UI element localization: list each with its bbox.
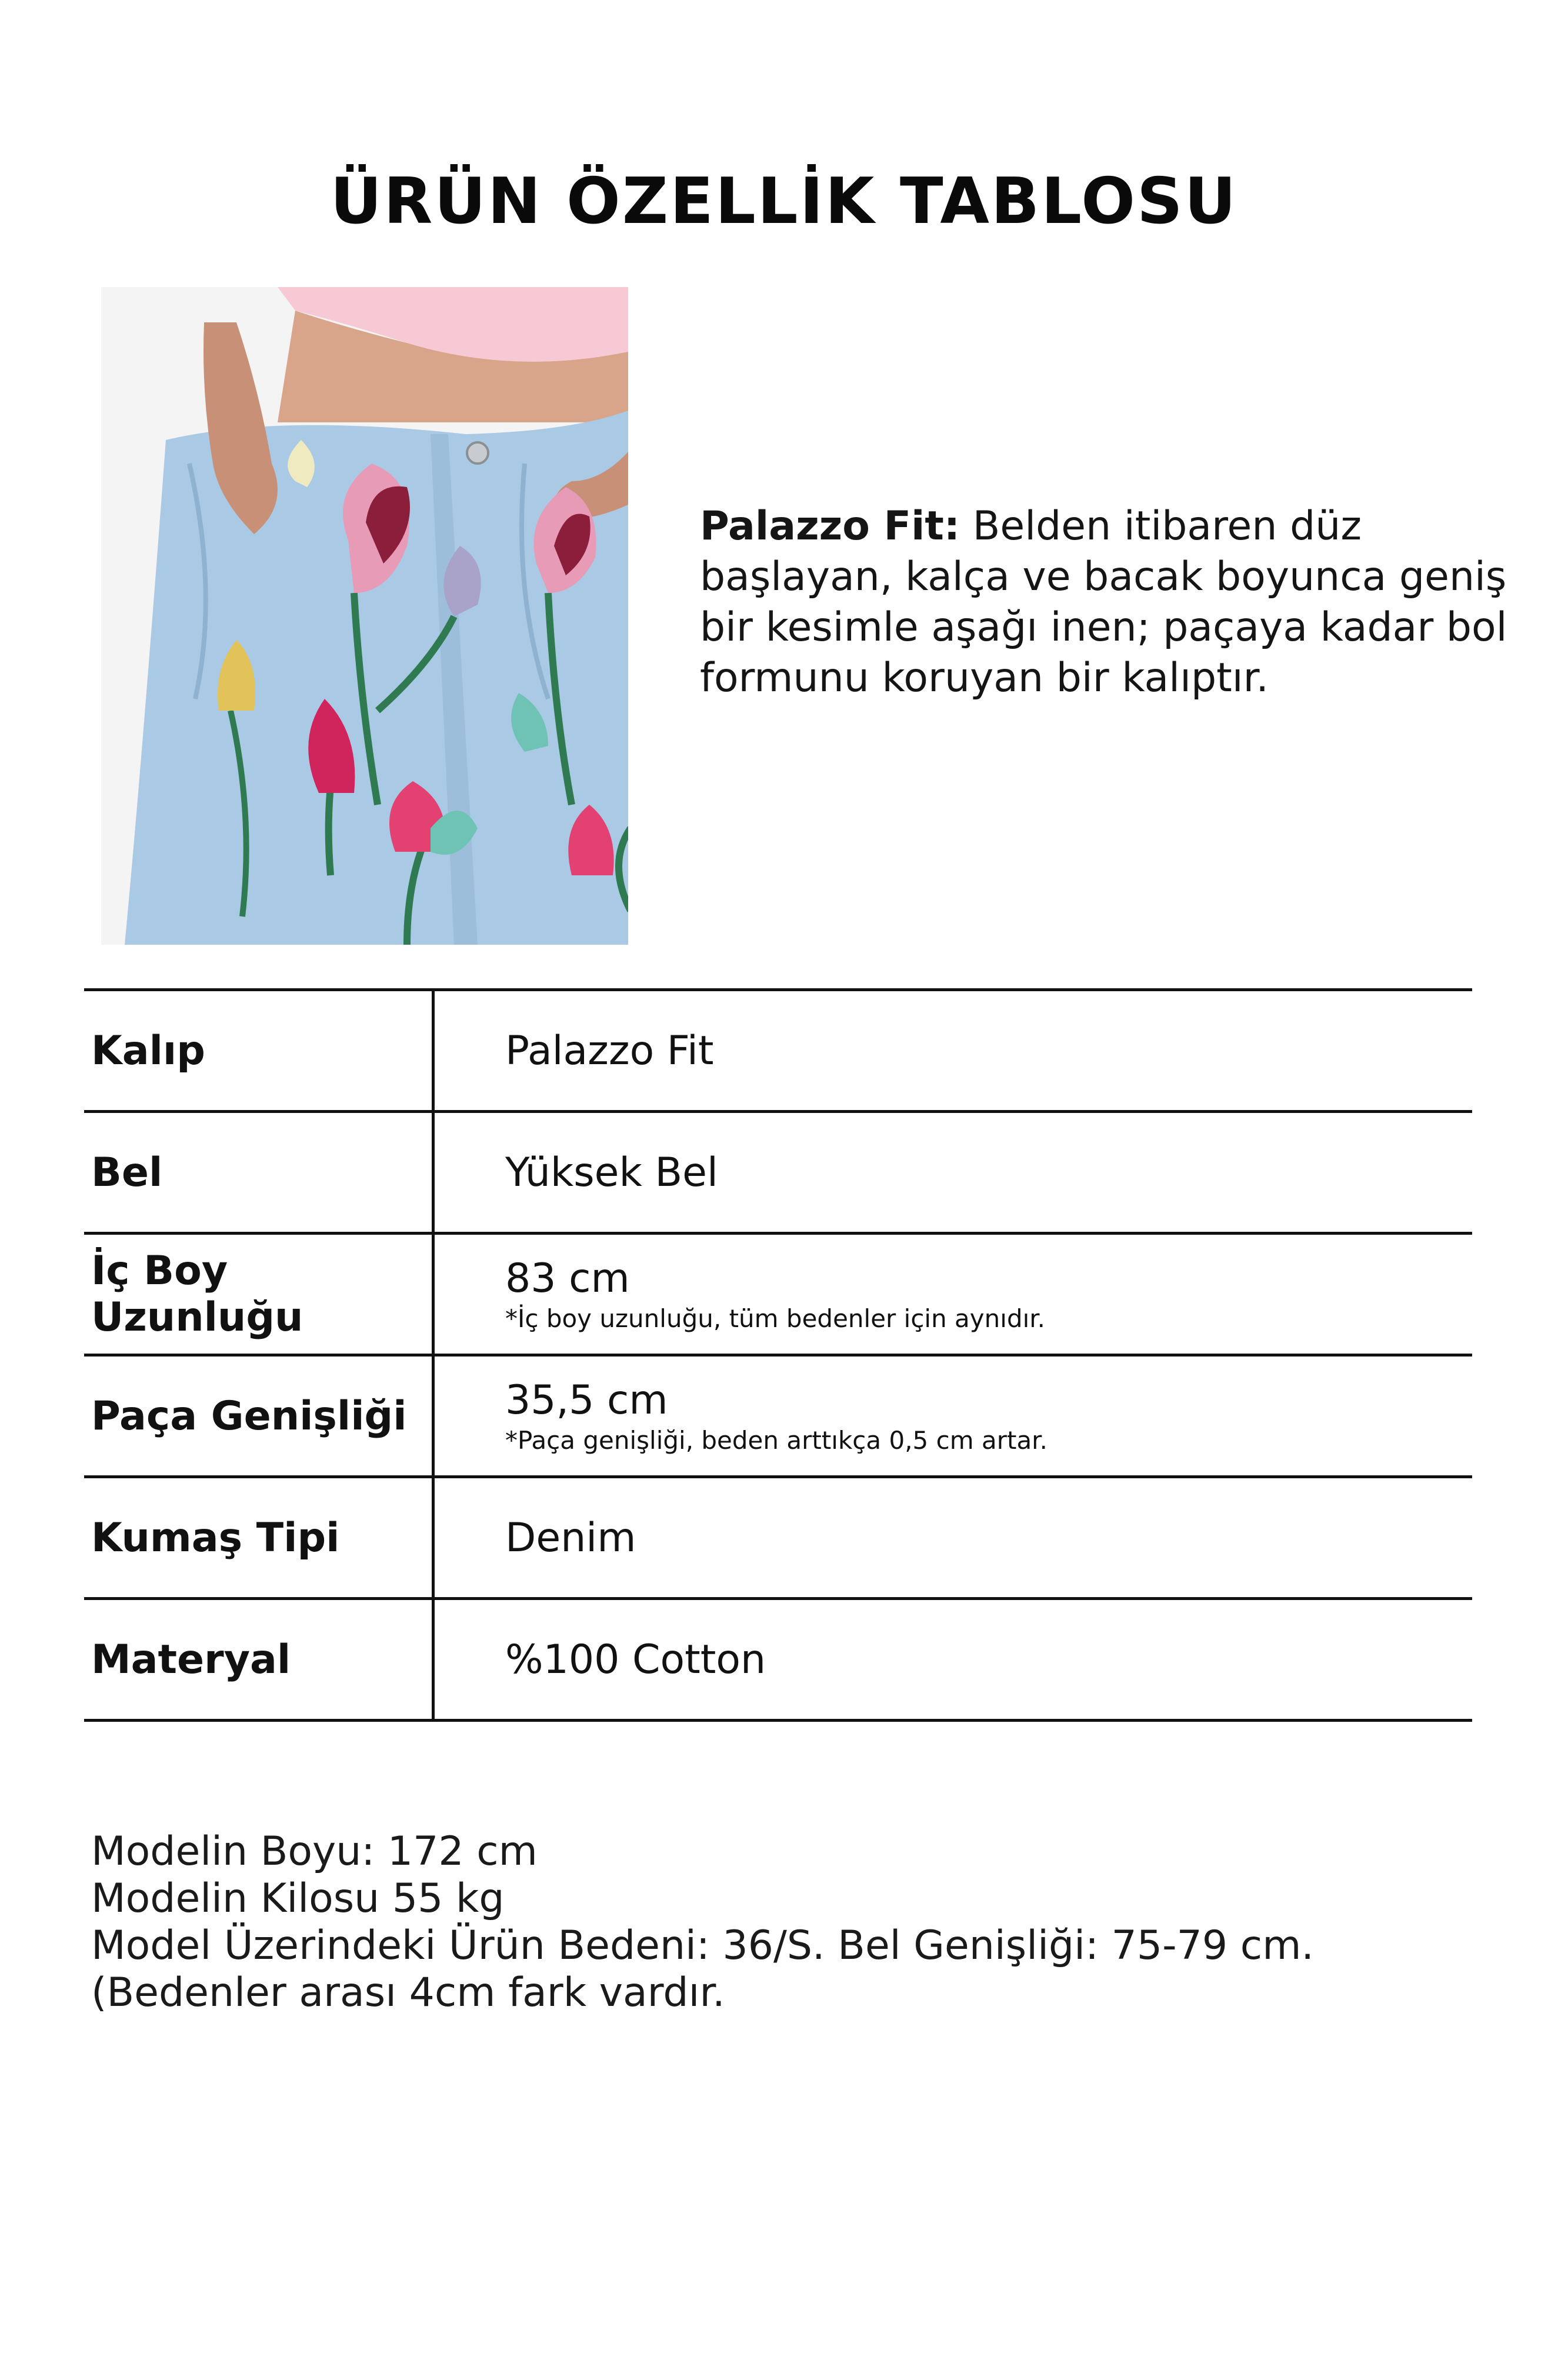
- spec-value-cell: [505, 1478, 1472, 1597]
- spec-table: [84, 988, 1472, 1722]
- model-height: Modelin Boyu: 172 cm: [91, 1828, 538, 1875]
- spec-value-cell: [505, 1600, 1472, 1719]
- page-title: ÜRÜN ÖZELLİK TABLOSU: [330, 165, 1238, 238]
- spec-value: %100 Cotton: [505, 1636, 766, 1683]
- model-weight: Modelin Kilosu 55 kg: [91, 1875, 505, 1922]
- spec-value: 83 cm: [505, 1255, 630, 1302]
- spec-value-cell: [505, 1113, 1472, 1232]
- spec-label: Kalıp: [84, 991, 435, 1110]
- spec-value-cell: [505, 1235, 1472, 1354]
- spec-label: Kumaş Tipi: [84, 1478, 435, 1597]
- spec-value: Palazzo Fit: [505, 1027, 714, 1074]
- fit-text: Belden itibaren düz başlayan, kalça ve bacak boyunca geniş bir kesimle aşağı inen; paçaya kadar bol formunu koruyan bir kalıptır.: [700, 503, 1507, 701]
- spec-value: 35,5 cm: [505, 1377, 668, 1424]
- spec-row-ic-boy: [84, 1235, 1472, 1357]
- spec-note: *İç boy uzunluğu, tüm bedenler için aynıdır.: [505, 1304, 1046, 1333]
- spec-label: İç Boy Uzunluğu: [84, 1235, 435, 1354]
- spec-note: *Paça genişliği, beden arttıkça 0,5 cm artar.: [505, 1426, 1047, 1455]
- product-photo: [101, 287, 628, 945]
- model-size: Model Üzerindeki Ürün Bedeni: 36/S. Bel Genişliği: 75-79 cm. (Bedenler arası 4cm fark vardır.: [91, 1922, 1327, 2016]
- spec-row-kumas: [84, 1478, 1472, 1600]
- model-info: [91, 1828, 1479, 2017]
- spec-value: Yüksek Bel: [505, 1149, 718, 1196]
- fit-term: Palazzo Fit:: [700, 503, 960, 549]
- spec-label: Materyal: [84, 1600, 435, 1719]
- spec-label: Bel: [84, 1113, 435, 1232]
- spec-value-cell: [505, 1357, 1472, 1475]
- spec-row-paca: [84, 1357, 1472, 1478]
- spec-row-kalip: [84, 991, 1472, 1113]
- spec-value: Denim: [505, 1514, 636, 1561]
- fit-description: [700, 501, 1512, 704]
- spec-row-materyal: [84, 1600, 1472, 1722]
- spec-value-cell: [505, 991, 1472, 1110]
- spec-label: Paça Genişliği: [84, 1357, 435, 1475]
- spec-row-bel: [84, 1113, 1472, 1235]
